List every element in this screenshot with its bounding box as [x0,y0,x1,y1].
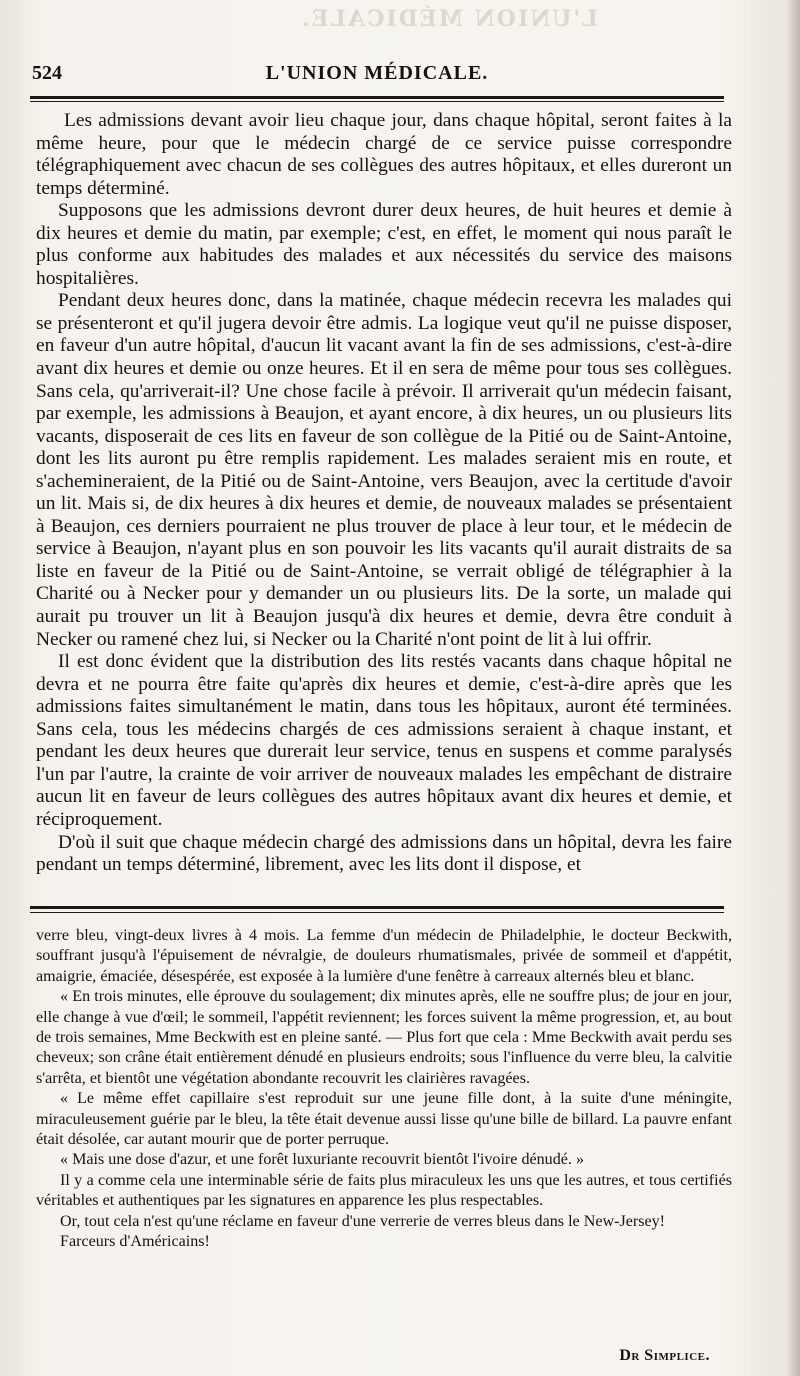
feuilleton-paragraph-1: verre bleu, vingt-deux livres à 4 mois. La femme d'un médecin de Philadelphie, le docteur Beckwith, souffrant jusqu'à l'épuisement de névralgie, de douleurs rhumatismales, privée de sommeil et d'appétit, amaigrie, émaciée, désespérée, est exposée à la lumière d'une fenêtre à carreaux alternés bleu et blanc. [36,927,732,985]
feuilleton-paragraph-4: « Mais une dose d'azur, et une forêt luxuriante recouvrit bientôt l'ivoire dénudé. » [60,1151,585,1169]
header-rule [30,96,724,99]
body-paragraph-5: D'où il suit que chaque médecin chargé des admissions dans un hôpital, devra les faire pendant un temps déterminé, librement, avec les lits dont il dispose, et [36,831,732,876]
header-rule-thin [30,101,724,102]
feuilleton-rule-thin [30,912,724,913]
author-signature: Dr Simplice. [619,1347,710,1364]
feuilleton-paragraph-7: Farceurs d'Américains! [60,1233,210,1251]
main-article-text [36,110,732,877]
body-paragraph-1: Les admissions devant avoir lieu chaque jour, dans chaque hôpital, seront faites à la même heure, pour que le médecin chargé de ce service puisse correspondre télégraphiquement avec chacun de ses collègues des autres hôpitaux, et elles dureront un temps déterminé. [36,110,732,199]
feuilleton-text [36,926,732,1253]
feuilleton-paragraph-2: « En trois minutes, elle éprouve du soulagement; dix minutes après, elle ne souffre plus; de jour en jour, elle change à vue d'œil; le sommeil, l'appétit reviennent; les forces suivent la même progression, et, au bout de trois semaines, Mme Beckwith est en pleine santé. — Plus fort que cela : Mme Beckwith avait perdu ses cheveux; son crâne était entièrement dénudé en plusieurs endroits; sous l'influence du verre bleu, la calvitie s'arrêta, et bientôt une végétation abondante recouvrit les clairières ravagées. [36,988,732,1087]
feuilleton-paragraph-3: « Le même effet capillaire s'est reproduit sur une jeune fille dont, à la suite d'une méningite, miraculeusement guérie par le bleu, la tête était devenue aussi lisse qu'une bille de billard. La pauvre enfant était désolée, car autant mourir que de porter perruque. [36,1090,732,1149]
body-paragraph-3: Pendant deux heures donc, dans la matinée, chaque médecin recevra les malades qui se présenteront et qu'il jugera devoir être admis. La logique veut qu'il ne puisse disposer, en faveur d'un autre hôpital, d'aucun lit vacant avant la fin de ses admissions, c'est-à-dire avant dix heures et demie ou onze heures. Et il en sera de même pour tous ses collègues. Sans cela, qu'arriverait-il? Une chose facile à prévoir. Il arriverait qu'un médecin faisant, par exemple, les admissions à Beaujon, et ayant encore, à dix heures, un ou plusieurs lits vacants, disposerait de ces lits en faveur de son collègue de la Pitié ou de Saint-Antoine, dont les lits auront pu être remplis rapidement. Les malades seraient mis en route, et s'achemineraient, de la Pitié ou de Saint-Antoine, vers Beaujon, avec la certitude d'avoir un lit. Mais si, de dix heures à dix heures et demie, de nouveaux malades se présentaient à Beaujon, ces derniers pourraient ne plus trouver de place à leur tour, et le médecin de service à Beaujon, n'ayant plus en son pouvoir les lits vacants qu'il aurait distraits de sa liste en faveur de la Pitié ou de Saint-Antoine, se verrait obligé de télégraphier à la Charité ou à Necker pour y demander un ou plusieurs lits. De la sorte, un malade qui aurait pu trouver un lit à Beaujon jusqu'à dix heures et demie, devra être conduit à Necker ou ramené chez lui, si Necker ou la Charité n'ont point de lit à lui offrir. [36,290,732,650]
feuilleton-paragraph-5: Il y a comme cela une interminable série de faits plus miraculeux les uns que les autres, et tous certifiés véritables et authentiques par les signatures en apparence les plus respectables. [36,1171,732,1210]
feuilleton-rule [30,906,724,909]
feuilleton-paragraph-6: Or, tout cela n'est qu'une réclame en faveur d'une verrerie de verres bleus dans le New-Jersey! [60,1212,666,1230]
journal-title: L'UNION MÉDICALE. [265,62,489,84]
running-header [32,62,722,92]
page-number: 524 [32,62,62,84]
body-paragraph-4: Il est donc évident que la distribution des lits restés vacants dans chaque hôpital ne devra et ne pourra être faite qu'après dix heures et demie, c'est-à-dire après que les admissions faites simultanément le matin, dans tous les hôpitaux, auront été terminées. Sans cela, tous les médecins chargés de ces admissions seraient à chaque instant, et pendant les deux heures que durerait leur service, tenus en suspens et comme paralysés l'un par l'autre, la crainte de voir arriver de nouveaux malades les empêchant de distraire aucun lit en faveur de leurs collègues des autres hôpitaux avant dix heures et demie, et réciproquement. [36,651,732,830]
bleed-through-header: L'UNION MÉDICALE. [300,6,598,32]
body-paragraph-2: Supposons que les admissions devront durer deux heures, de huit heures et demie à dix heures et demie du matin, par exemple; c'est, en effet, le moment qui nous paraît le plus conforme aux habitudes des malades et aux nécessités du service des maisons hospitalières. [36,200,732,289]
page-edge-shadow [786,0,800,1376]
